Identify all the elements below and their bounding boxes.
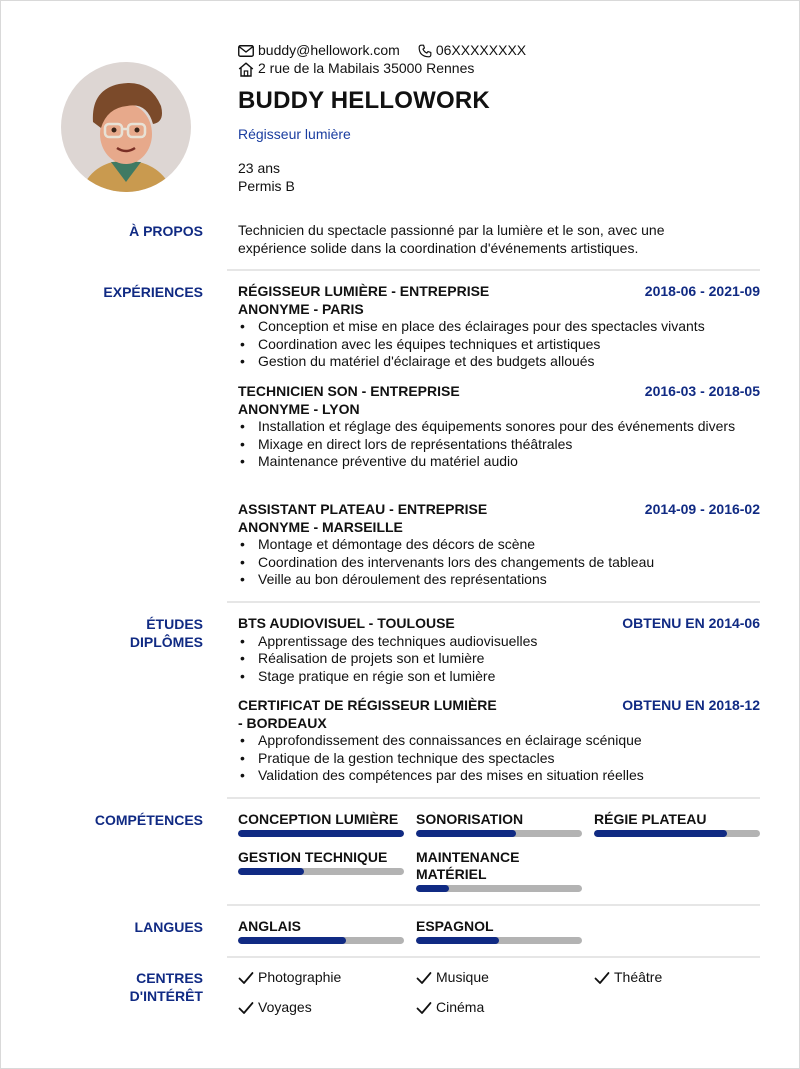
- experience-company: ANONYME - MARSEILLE: [238, 518, 403, 535]
- email-item[interactable]: [238, 42, 400, 60]
- check-icon: [416, 1001, 432, 1015]
- skill-item: [238, 849, 404, 875]
- address-item: [238, 60, 474, 78]
- skill-name: CONCEPTION LUMIÈRE: [238, 811, 399, 827]
- experience-company: ANONYME - PARIS: [238, 300, 364, 317]
- experience-item: [238, 383, 760, 471]
- skill-item: [238, 811, 404, 837]
- education-item: [238, 615, 760, 685]
- avatar: [61, 62, 191, 192]
- experience-bullets: [238, 318, 760, 371]
- education-title-line: - BORDEAUX: [238, 714, 327, 731]
- skill-item: [416, 811, 582, 837]
- language-name: ANGLAIS: [238, 918, 301, 934]
- experience-item: [238, 283, 760, 371]
- about-text: [238, 222, 760, 257]
- interest-item: [238, 969, 341, 987]
- email-text: buddy@hellowork.com: [258, 42, 400, 59]
- section-divider: [227, 797, 760, 799]
- skill-bar-fill: [238, 830, 404, 837]
- skill-bar: [238, 868, 404, 875]
- interest-item: [416, 969, 489, 987]
- section-label-line: D'INTÉRÊT: [129, 988, 203, 1004]
- skill-bar: [416, 830, 582, 837]
- bullet-item: • Réalisation de projets son et lumière: [238, 650, 760, 668]
- skill-name: GESTION TECHNIQUE: [238, 849, 388, 865]
- interest-label: Théâtre: [614, 969, 663, 985]
- experience-dates: 2018-06 - 2021-09: [644, 283, 760, 299]
- skill-bar-fill: [416, 830, 516, 837]
- education-bullets: [238, 732, 760, 785]
- education-title-line: CERTIFICAT DE RÉGISSEUR LUMIÈRE: [238, 697, 497, 713]
- language-name: ESPAGNOL: [416, 918, 494, 934]
- bullet-item: • Coordination des intervenants lors des changements de tableau: [238, 554, 760, 572]
- section-label-line: ÉTUDES: [146, 616, 203, 632]
- interest-item: [416, 999, 484, 1017]
- skill-name: [416, 849, 582, 883]
- section-divider: [227, 601, 760, 603]
- bullet-item: • Approfondissement des connaissances en éclairage scénique: [238, 732, 760, 750]
- education-date: OBTENU EN 2018-12: [622, 697, 760, 713]
- phone-icon: [418, 44, 432, 58]
- experience-role: TECHNICIEN SON - ENTREPRISE: [238, 383, 460, 399]
- candidate-name: BUDDY HELLOWORK: [238, 87, 490, 114]
- experience-item: [238, 501, 760, 589]
- license-text: Permis B: [238, 177, 295, 194]
- bullet-item: • Validation des compétences par des mises en situation réelles: [238, 767, 760, 785]
- bullet-item: • Conception et mise en place des éclairages pour des spectacles vivants: [238, 318, 760, 336]
- section-label-interests: [130, 969, 203, 1005]
- age-text: 23 ans: [238, 160, 281, 176]
- job-title: Régisseur lumière: [238, 126, 351, 142]
- experience-dates: 2014-09 - 2016-02: [644, 501, 760, 517]
- check-icon: [416, 971, 432, 985]
- check-icon: [238, 1001, 254, 1015]
- education-item: [238, 697, 760, 785]
- skill-bar: [594, 830, 760, 837]
- skill-bar: [238, 830, 404, 837]
- education-date: OBTENU EN 2014-06: [622, 615, 760, 631]
- language-item: [416, 918, 582, 944]
- experience-dates: 2016-03 - 2018-05: [644, 383, 760, 399]
- about-line: Technicien du spectacle passionné par la lumière et le son, avec une: [238, 222, 665, 238]
- section-divider: [227, 956, 760, 958]
- skill-bar-fill: [238, 868, 304, 875]
- address-text: 2 rue de la Mabilais 35000 Rennes: [258, 60, 475, 77]
- skill-bar-fill: [594, 830, 727, 837]
- experience-role: RÉGISSEUR LUMIÈRE - ENTREPRISE: [238, 283, 490, 299]
- language-item: [238, 918, 404, 944]
- personal-info: [238, 160, 295, 195]
- skill-name: RÉGIE PLATEAU: [594, 811, 707, 827]
- bullet-item: • Veille au bon déroulement des représentations: [238, 571, 760, 589]
- experience-company: ANONYME - LYON: [238, 400, 360, 417]
- check-icon: [594, 971, 610, 985]
- section-label-line: CENTRES: [136, 970, 203, 986]
- bullet-item: • Montage et démontage des décors de scène: [238, 536, 760, 554]
- skill-name: SONORISATION: [416, 811, 524, 827]
- section-label-skills: COMPÉTENCES: [94, 812, 203, 828]
- phone-item[interactable]: [418, 42, 526, 60]
- section-label-about: À PROPOS: [129, 223, 203, 239]
- skill-item: [594, 811, 760, 837]
- language-bar-fill: [416, 937, 499, 944]
- bullet-item: • Installation et réglage des équipements sonores pour des événements divers: [238, 418, 760, 436]
- bullet-item: • Pratique de la gestion technique des spectacles: [238, 750, 760, 768]
- education-title: [238, 697, 497, 732]
- contact-block: [238, 42, 544, 78]
- experience-role: ASSISTANT PLATEAU - ENTREPRISE: [238, 501, 488, 517]
- experience-bullets: [238, 536, 760, 589]
- interest-label: Photographie: [258, 969, 342, 985]
- section-label-languages: LANGUES: [134, 919, 203, 935]
- skill-name-line: MAINTENANCE: [416, 849, 520, 865]
- skill-bar: [416, 885, 582, 892]
- language-bar-fill: [238, 937, 346, 944]
- education-bullets: [238, 633, 760, 686]
- bullet-item: • Maintenance préventive du matériel audio: [238, 453, 760, 471]
- phone-text: 06XXXXXXXX: [435, 42, 527, 59]
- interest-label: Cinéma: [436, 999, 485, 1015]
- interest-label: Musique: [436, 969, 489, 985]
- section-divider: [227, 904, 760, 906]
- section-divider: [227, 269, 760, 271]
- skill-bar-fill: [416, 885, 449, 892]
- interest-item: [594, 969, 662, 987]
- home-icon: [238, 62, 254, 77]
- about-line: expérience solide dans la coordination d'événements artistiques.: [238, 239, 639, 256]
- check-icon: [238, 971, 254, 985]
- section-label-education: [130, 615, 203, 651]
- language-bar: [416, 937, 582, 944]
- bullet-item: • Apprentissage des techniques audiovisuelles: [238, 633, 760, 651]
- envelope-icon: [238, 45, 254, 57]
- section-label-experience: EXPÉRIENCES: [103, 284, 203, 300]
- skill-item: [416, 849, 582, 892]
- section-label-line: DIPLÔMES: [129, 634, 203, 650]
- education-title: BTS AUDIOVISUEL - TOULOUSE: [238, 615, 455, 631]
- bullet-item: • Stage pratique en régie son et lumière: [238, 668, 760, 686]
- bullet-item: • Coordination avec les équipes techniques et artistiques: [238, 336, 760, 354]
- skill-name-line: MATÉRIEL: [416, 866, 487, 882]
- interest-item: [238, 999, 312, 1017]
- bullet-item: • Mixage en direct lors de représentations théâtrales: [238, 436, 760, 454]
- interest-label: Voyages: [258, 999, 312, 1015]
- language-bar: [238, 937, 404, 944]
- bullet-item: • Gestion du matériel d'éclairage et des budgets alloués: [238, 353, 760, 371]
- experience-bullets: [238, 418, 760, 471]
